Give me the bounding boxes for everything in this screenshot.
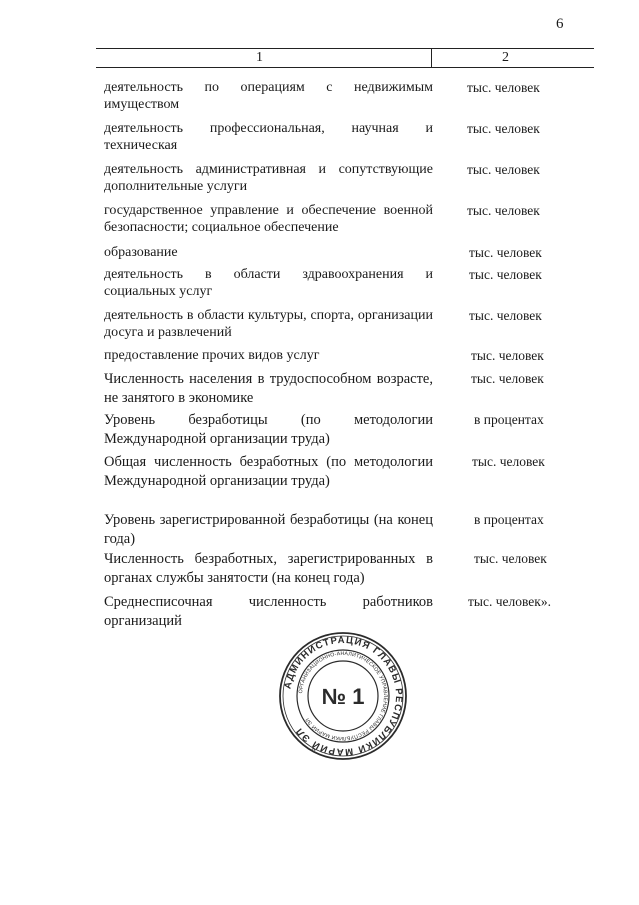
row-label: предоставление прочих видов услуг [104, 348, 320, 363]
column-divider [431, 49, 432, 67]
row-unit: тыс. человек [472, 454, 545, 469]
row-label: Общая численность безработных (по методологии Международной организации труда) [104, 454, 433, 489]
seal-inner-text: ОРГАНИЗАЦИОННО-АНАЛИТИЧЕСКОЕ УПРАВЛЕНИЕ ГЛАВЫ РЕСПУБЛИКИ МАРИЙ ЭЛ [298, 650, 389, 742]
row-unit: тыс. человек [471, 371, 544, 386]
row-unit: тыс. человек [474, 551, 547, 566]
column-1-header: 1 [256, 50, 263, 65]
row-label: образование [104, 245, 178, 260]
row-label: Численность безработных, зарегистрированных в органах службы занятости (на конец года) [104, 551, 433, 586]
row-unit: тыс. человек [469, 267, 542, 282]
row-unit: тыс. человек [467, 162, 540, 177]
seal-outer-text: АДМИНИСТРАЦИЯ ГЛАВЫ РЕСПУБЛИКИ МАРИЙ ЭЛ [282, 634, 405, 758]
row-label: государственное управление и обеспечение военной безопасности; социальное обеспечение [104, 203, 433, 235]
row-label: Среднесписочная численность работников организаций [104, 594, 433, 629]
row-label: деятельность административная и сопутствующие дополнительные услуги [104, 162, 433, 194]
row-unit: в процентах [474, 512, 544, 527]
row-unit: тыс. человек [469, 308, 542, 323]
row-label: Численность населения в трудоспособном возрасте, не занятого в экономике [104, 371, 433, 406]
row-unit: в процентах [474, 412, 544, 427]
row-unit: тыс. человек [467, 121, 540, 136]
row-label: деятельность в области здравоохранения и социальных услуг [104, 267, 433, 299]
row-label: деятельность профессиональная, научная и техническая [104, 121, 433, 153]
row-label: деятельность по операциям с недвижимым имуществом [104, 80, 433, 112]
official-seal [278, 631, 408, 761]
row-unit: тыс. человек [467, 80, 540, 95]
column-2-header: 2 [502, 50, 509, 65]
page-number: 6 [556, 16, 564, 32]
row-label: Уровень безработицы (по методологии Международной организации труда) [104, 412, 433, 447]
row-label: Уровень зарегистрированной безработицы (на конец года) [104, 512, 433, 547]
seal-number: № 1 [321, 684, 365, 709]
row-unit: тыс. человек [469, 245, 542, 260]
row-unit: тыс. человек». [468, 594, 551, 609]
row-unit: тыс. человек [467, 203, 540, 218]
row-unit: тыс. человек [471, 348, 544, 363]
table-header [96, 48, 594, 68]
row-label: деятельность в области культуры, спорта, организации досуга и развлечений [104, 308, 433, 340]
